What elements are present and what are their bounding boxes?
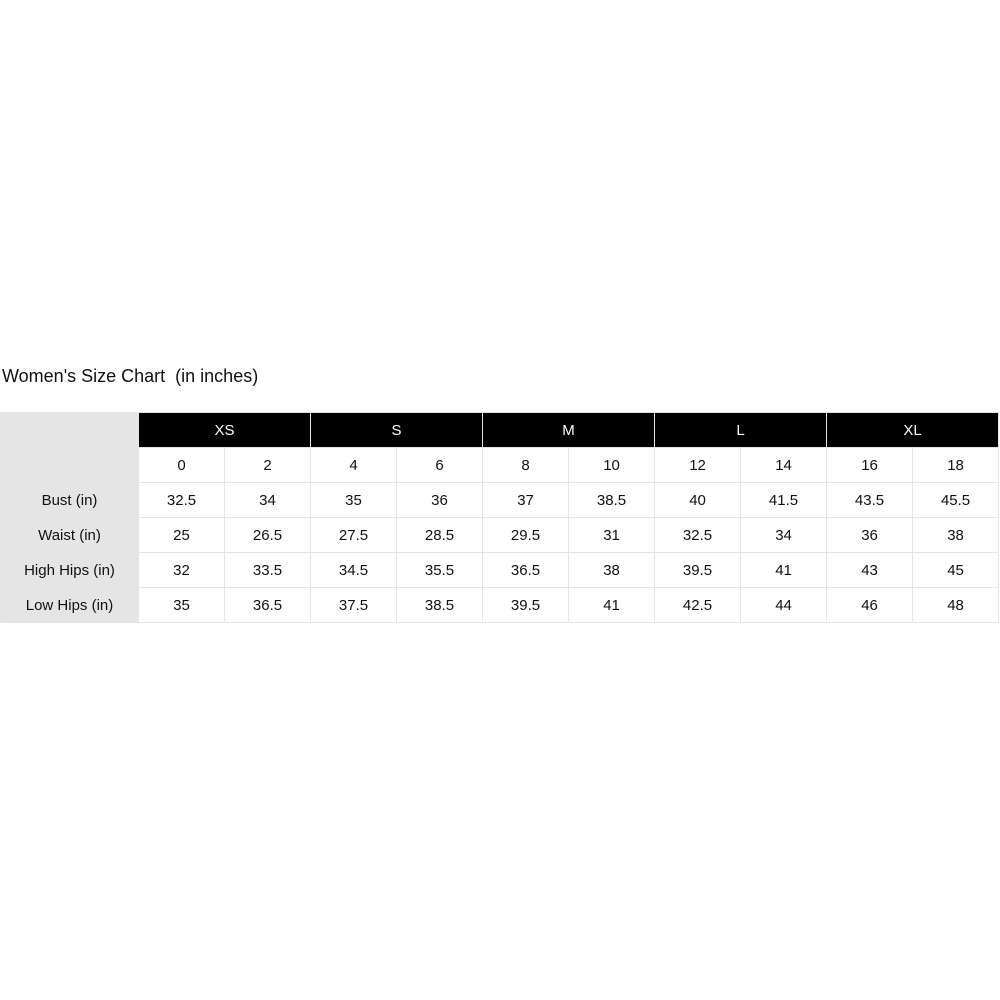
measurement-cell: 36 [827,518,913,553]
size-group-header: M [483,413,655,448]
measurement-cell: 34 [225,483,311,518]
size-number-cell: 10 [569,448,655,483]
measurement-cell: 38 [913,518,999,553]
size-number-cell: 2 [225,448,311,483]
measurement-cell: 41 [741,553,827,588]
measurement-cell: 32 [139,553,225,588]
size-number-cell: 14 [741,448,827,483]
row-label: Low Hips (in) [1,588,139,623]
table-row [1,483,999,518]
row-label: High Hips (in) [1,553,139,588]
measurement-cell: 38 [569,553,655,588]
measurement-cell: 44 [741,588,827,623]
measurement-cell: 36.5 [225,588,311,623]
measurement-cell: 42.5 [655,588,741,623]
measurement-cell: 25 [139,518,225,553]
measurement-cell: 48 [913,588,999,623]
measurement-cell: 40 [655,483,741,518]
size-group-header: XL [827,413,999,448]
measurement-cell: 26.5 [225,518,311,553]
size-number-cell: 12 [655,448,741,483]
measurement-cell: 43.5 [827,483,913,518]
corner-cell [1,413,139,448]
measurement-cell: 37 [483,483,569,518]
measurement-cell: 29.5 [483,518,569,553]
measurement-cell: 41.5 [741,483,827,518]
measurement-cell: 32.5 [655,518,741,553]
table-row [1,588,999,623]
size-table [0,412,999,623]
page-title: Women's Size Chart (in inches) [2,366,259,386]
size-number-cell: 8 [483,448,569,483]
measurement-cell: 39.5 [483,588,569,623]
measurement-cell: 28.5 [397,518,483,553]
size-group-header: L [655,413,827,448]
measurement-cell: 43 [827,553,913,588]
measurement-cell: 34.5 [311,553,397,588]
measurement-cell: 45 [913,553,999,588]
measurement-cell: 37.5 [311,588,397,623]
size-number-cell: 16 [827,448,913,483]
measurement-cell: 45.5 [913,483,999,518]
size-number-cell: 0 [139,448,225,483]
measurement-cell: 35.5 [397,553,483,588]
measurement-cell: 46 [827,588,913,623]
row-label: Waist (in) [1,518,139,553]
table-row [1,518,999,553]
measurement-cell: 36 [397,483,483,518]
measurement-cell: 35 [311,483,397,518]
measurement-cell: 39.5 [655,553,741,588]
measurement-cell: 31 [569,518,655,553]
row-label: Bust (in) [1,483,139,518]
size-number-cell: 6 [397,448,483,483]
measurement-cell: 27.5 [311,518,397,553]
size-group-header-row [1,413,999,448]
size-group-header: XS [139,413,311,448]
size-number-cell: 18 [913,448,999,483]
size-number-cell: 4 [311,448,397,483]
measurement-cell: 32.5 [139,483,225,518]
table-row [1,553,999,588]
measurement-cell: 38.5 [397,588,483,623]
measurement-cell: 41 [569,588,655,623]
size-number-row [1,448,999,483]
size-group-header: S [311,413,483,448]
measurement-cell: 35 [139,588,225,623]
corner-cell [1,448,139,483]
measurement-cell: 33.5 [225,553,311,588]
measurement-cell: 34 [741,518,827,553]
measurement-cell: 38.5 [569,483,655,518]
measurement-cell: 36.5 [483,553,569,588]
